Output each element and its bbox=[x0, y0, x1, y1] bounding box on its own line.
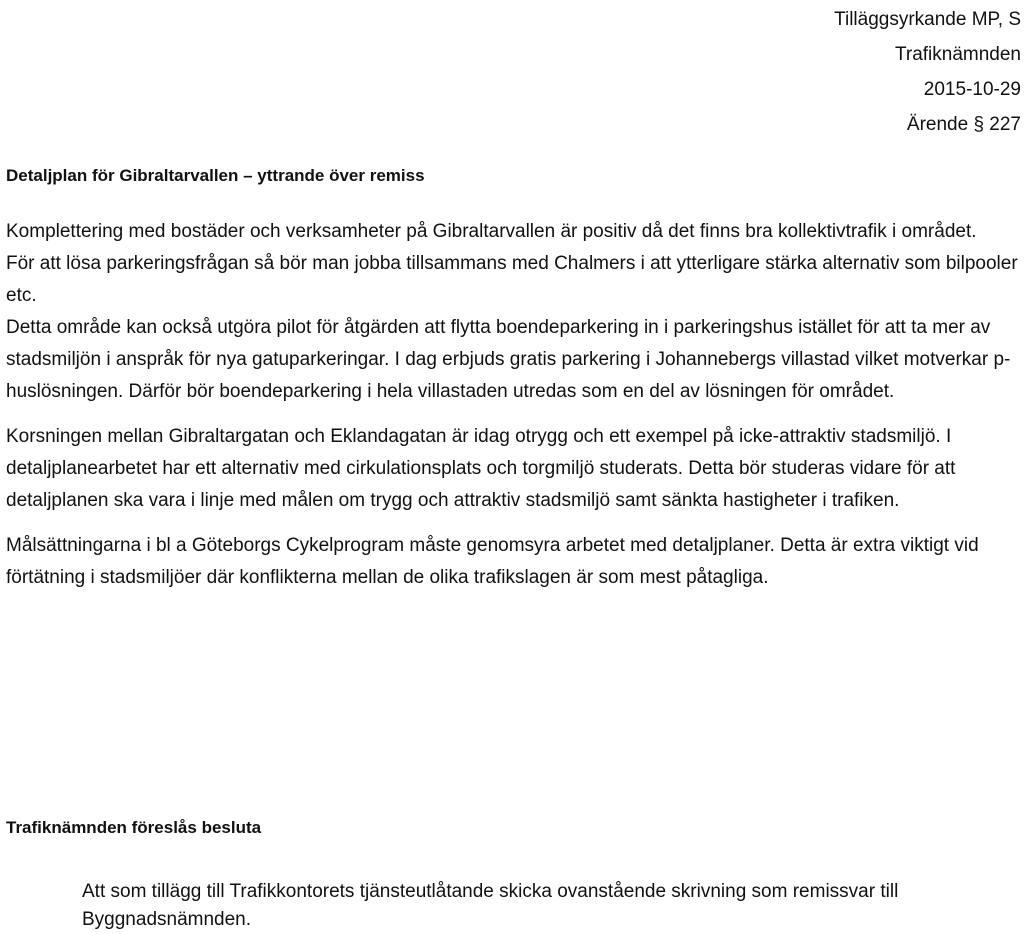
document-header bbox=[834, 2, 1021, 142]
header-case-number: Ärende § 227 bbox=[906, 114, 1021, 135]
header-type-parties: Tilläggsyrkande MP, S bbox=[834, 9, 1021, 30]
document-title: Detaljplan för Gibraltarvallen – yttrande över remiss bbox=[6, 166, 425, 185]
document-body bbox=[6, 216, 1018, 607]
paragraph-parking-question: För att lösa parkeringsfrågan så bör man jobba tillsammans med Chalmers i att ytterligare stärka alternativ som bilpooler etc. bbox=[6, 253, 1018, 306]
decision-text: Att som tillägg till Trafikkontorets tjänsteutlåtande skicka ovanstående skrivning som remissvar till Byggnadsnämnden. bbox=[82, 881, 899, 930]
paragraph-residential-parking: Detta område kan också utgöra pilot för åtgärden att flytta boendeparkering in i parkeringshus istället för att ta mer av stadsmiljön i anspråk för nya gatuparkeringar. I dag erbjuds gratis parkering i Johannebergs villastad vilket motverkar p-huslösningen. Därför bör boendeparkering i hela villastaden utredas som en del av lösningen för området. bbox=[6, 317, 1011, 402]
paragraph-public-transport: Komplettering med bostäder och verksamheter på Gibraltarvallen är positiv då det finns bra kollektivtrafik i området. bbox=[6, 221, 977, 242]
header-committee: Trafiknämnden bbox=[894, 44, 1021, 65]
header-date: 2015-10-29 bbox=[923, 79, 1021, 100]
paragraph-cycle-program: Målsättningarna i bl a Göteborgs Cykelprogram måste genomsyra arbetet med detaljplaner. Detta är extra viktigt vid förtätning i stadsmiljöer där konflikterna mellan de olika trafikslagen är som mest påtagliga. bbox=[6, 535, 979, 588]
decision-heading: Trafiknämnden föreslås besluta bbox=[6, 818, 262, 837]
paragraph-intersection: Korsningen mellan Gibraltargatan och Eklandagatan är idag otrygg och ett exempel på icke-attraktiv stadsmiljö. I detaljplanearbetet har ett alternativ med cirkulationsplats och torgmiljö studerats. Detta bör studeras vidare för att detaljplanen ska vara i linje med målen om trygg och attraktiv stadsmiljö samt sänkta hastigheter i trafiken. bbox=[6, 426, 956, 511]
